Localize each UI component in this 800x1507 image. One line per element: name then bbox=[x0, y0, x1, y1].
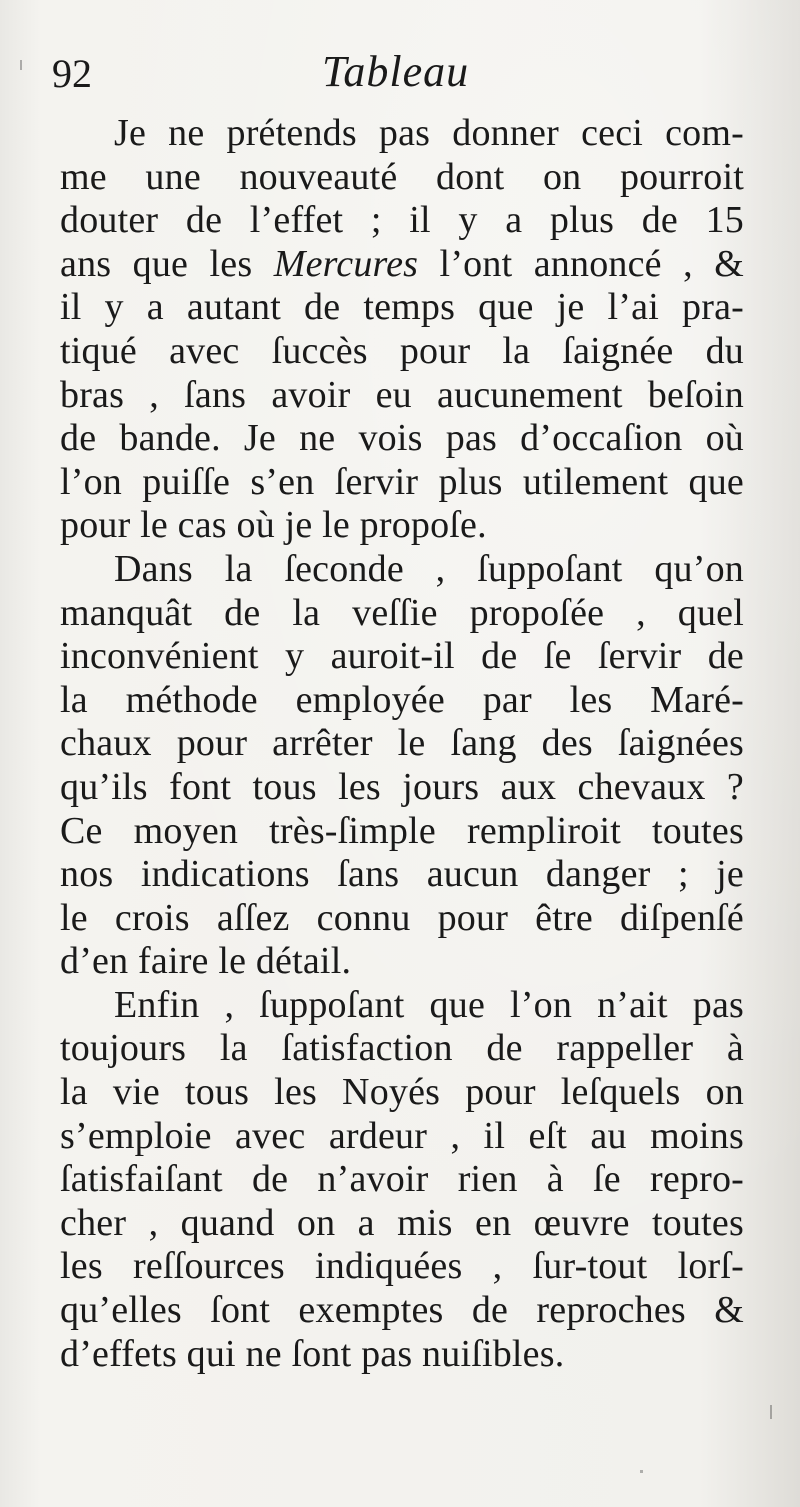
print-speck bbox=[20, 60, 22, 70]
paragraph-3 bbox=[60, 984, 744, 1376]
text-line: me une nouveauté dont on pourroit bbox=[60, 155, 744, 198]
text-line: toujours la ſatisfaction de rappeller à bbox=[60, 1027, 744, 1070]
paragraph-2 bbox=[60, 548, 744, 984]
text-line: de bande. Je ne vois pas d’occaſion où bbox=[60, 417, 744, 460]
text-line: Enfin , ſuppoſant que l’on n’ait pas bbox=[114, 983, 744, 1026]
text-line: Dans la ſeconde , ſuppoſant qu’on bbox=[114, 547, 744, 590]
paragraph-1 bbox=[60, 112, 744, 548]
text-line: nos indications ſans aucun danger ; je bbox=[60, 853, 744, 896]
text-line: chaux pour arrêter le ſang des ſaignées bbox=[60, 722, 744, 765]
text-line: il y a autant de temps que je l’ai pra- bbox=[60, 286, 744, 329]
text-line: pour le cas où je le propoſe. bbox=[60, 504, 487, 547]
text-line: inconvénient y auroit-il de ſe ſervir de bbox=[60, 635, 744, 678]
text-line: manquât de la veſſie propoſée , quel bbox=[60, 591, 744, 634]
page-number: 92 bbox=[52, 51, 92, 96]
text-line: la méthode employée par les Maré- bbox=[60, 678, 744, 721]
text-line: douter de l’effet ; il y a plus de 15 bbox=[60, 199, 744, 242]
text-line: l’on puiſſe s’en ſervir plus utilement que bbox=[60, 460, 744, 503]
running-title: Tableau bbox=[322, 47, 470, 96]
text-line-mixed bbox=[60, 243, 744, 287]
text-line: qu’elles ſont exemptes de reproches & bbox=[60, 1289, 744, 1332]
text-line: bras , ſans avoir eu aucunement beſoin bbox=[60, 373, 744, 416]
text-line: Ce moyen très-ſimple rempliroit toutes bbox=[60, 809, 744, 852]
text-line: Je ne prétends pas donner ceci com- bbox=[114, 112, 744, 154]
text-line: la vie tous les Noyés pour leſquels on bbox=[60, 1071, 744, 1114]
text-line: qu’ils font tous les jours aux chevaux ? bbox=[60, 765, 744, 808]
text-segment: l’ont annoncé , & bbox=[418, 242, 744, 285]
print-speck bbox=[640, 1470, 643, 1473]
text-segment: ans que les bbox=[60, 242, 274, 285]
print-speck bbox=[770, 1405, 772, 1419]
text-line: les reſſources indiquées , ſur-tout lorſ- bbox=[60, 1245, 744, 1288]
text-line: cher , quand on a mis en œuvre toutes bbox=[60, 1201, 744, 1244]
body-text bbox=[60, 112, 744, 1376]
text-line: tiqué avec ſuccès pour la ſaignée du bbox=[60, 329, 744, 372]
text-line: d’en faire le détail. bbox=[60, 940, 352, 983]
text-line: d’effets qui ne ſont pas nuiſibles. bbox=[60, 1332, 565, 1375]
text-line: ſatisfaiſant de n’avoir rien à ſe repro- bbox=[60, 1158, 744, 1201]
italic-word: Mercures bbox=[273, 242, 419, 285]
text-line: le crois aſſez connu pour être diſpenſé bbox=[60, 896, 744, 939]
page-header bbox=[50, 42, 740, 102]
text-line: s’emploie avec ardeur , il eſt au moins bbox=[60, 1114, 744, 1157]
